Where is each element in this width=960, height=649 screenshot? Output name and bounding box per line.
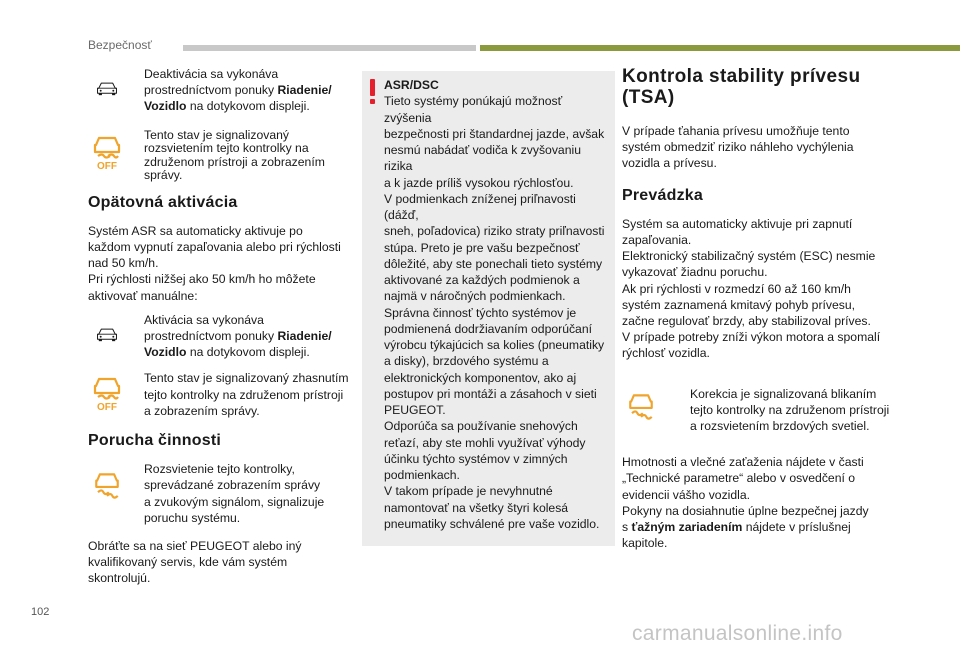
- exclamation-icon: [370, 79, 376, 105]
- column-left: [88, 66, 356, 599]
- watermark: carmanualsonline.info: [632, 622, 843, 645]
- warning-box: [362, 71, 615, 546]
- fault-service-text: Obráťte sa na sieť PEUGEOT alebo iný kvalifikovaný servis, kde vám systém skontrolujú.: [88, 539, 302, 586]
- fault-text: Rozsvietenie tejto kontrolky, sprevádzané zobrazením správy a zvukovým signálom, signalizuje poruchu systému.: [144, 462, 325, 525]
- activation-item: [88, 312, 356, 361]
- fault-item: [88, 461, 356, 526]
- operation-text: Systém sa automaticky aktivuje pri zapnutí zapaľovania. Elektronický stabilizačný systém (ESC) nesmie vykazovať žiadnu poruchu. Ak pri rýchlosti v rozmedzí 60 až 160 km/h systém zaznamená kmitavý pohyb prívesu, začne regulovať brzdy, aby stabilizoval príves. V prípade potreby zníži výkon motora a spomalí rýchlosť vozidla.: [622, 216, 881, 361]
- deactivation-item: [88, 66, 356, 115]
- car-settings-icon: [88, 326, 126, 350]
- traction-off-warning-icon: [88, 133, 126, 173]
- correction-text: Korekcia je signalizovaná blikaním tejto kontrolky na združenom prístroji a rozsvietením brzdových svetiel.: [690, 386, 890, 434]
- traction-warning-icon: [622, 390, 660, 424]
- activation-state-item: [88, 370, 356, 419]
- operation-heading: Prevádzka: [622, 186, 703, 204]
- weights-text: Hmotnosti a vlečné zaťaženia nájdete v časti „Technické parametre“ alebo v osvedčení o evidencii vášho vozidla. Pokyny na dosiahnutie úplne bezpečnej jazdy s ťažným zariadením nájdete v príslušnej kapitole.: [622, 455, 869, 551]
- warning-title: ASR/DSC: [384, 78, 439, 92]
- deactivation-state-item: [88, 129, 356, 183]
- column-right: [622, 66, 897, 563]
- svg-text:OFF: OFF: [97, 402, 117, 414]
- svg-text:OFF: OFF: [97, 160, 117, 172]
- tsa-intro: V prípade ťahania prívesu umožňuje tento systém obmedziť riziko náhleho vychýlenia vozidla a prívesu.: [622, 124, 854, 171]
- traction-off-warning-icon: [88, 374, 126, 414]
- reactivation-text: Systém ASR sa automaticky aktivuje po každom vypnutí zapaľovania alebo pri rýchlosti nad 50 km/h. Pri rýchlosti nižšej ako 50 km/h ho môžete aktivovať manuálne:: [88, 223, 341, 303]
- deactivation-state-text: Tento stav je signalizovaný rozsvietením tejto kontrolky na združenom prístroji a zobrazením správy.: [144, 127, 325, 183]
- activation-state-text: Tento stav je signalizovaný zhasnutím tejto kontrolky na združenom prístroji a zobrazením správy.: [144, 371, 349, 418]
- traction-warning-icon: [88, 469, 126, 503]
- fault-heading: Porucha činnosti: [88, 432, 221, 450]
- reactivation-heading: Opätovná aktivácia: [88, 193, 238, 211]
- activation-text: Aktivácia sa vykonáva prostredníctvom ponuky Riadenie/ Vozidlo na dotykovom displeji.: [144, 312, 332, 360]
- section-title: Bezpečnosť: [88, 38, 152, 52]
- page-number: 102: [31, 606, 50, 618]
- car-settings-icon: [88, 80, 126, 104]
- header-rule-green: [480, 45, 960, 51]
- correction-item: [622, 386, 897, 435]
- header-rule-grey: [183, 45, 476, 51]
- deactivation-text: Deaktivácia sa vykonáva prostredníctvom ponuky Riadenie/ Vozidlo na dotykovom displeji.: [144, 67, 332, 114]
- warning-text: ASR/DSC Tieto systémy ponúkajú možnosť zvýšenia bezpečnosti pri štandardnej jazde, avšak nesmú nabádať vodiča k zvyšovaniu rizika a k jazde príliš vysokou rýchlosťou. V podmienkach zníženej priľnavosti (dážď, sneh, poľadovica) riziko straty priľnavosti stúpa. Preto je pre vašu bezpečnosť dôležité, aby ste ponechali tieto systémy aktivované za každých podmienok a najmä v náročných podmienkach. Správna činnosť týchto systémov je podmienená dodržiavaním odporúčaní výrobcu týkajúcich sa kolies (pneumatiky a disky), brzdového systému a elektronických komponentov, ako aj postupov pri montáži a zásahoch v sieti PEUGEOT. Odporúča sa používanie snehových reťazí, aby ste mohli využívať výhody účinku týchto systémov v zimných podmienkach. V takom prípade je nevyhnutné namontovať na všetky štyri kolesá pneumatiky schválené pre vaše vozidlo.: [384, 77, 610, 532]
- tsa-title: Kontrola stability prívesu (TSA): [622, 66, 861, 108]
